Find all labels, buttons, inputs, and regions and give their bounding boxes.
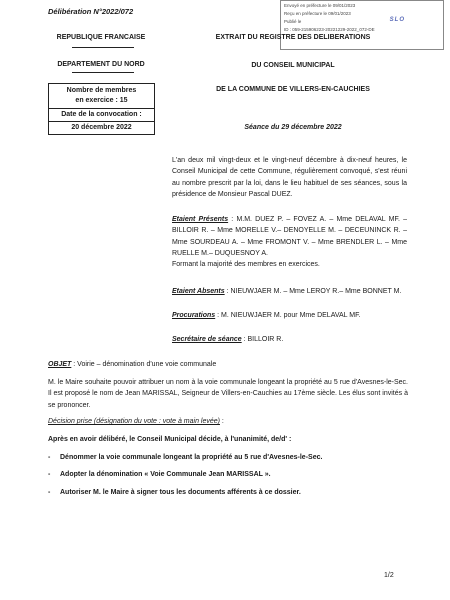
seance-date: Séance du 29 décembre 2022 xyxy=(244,124,342,131)
presents-label: Etaient Présents xyxy=(172,216,229,223)
members-info-box xyxy=(48,83,155,135)
maire-paragraph: M. le Maire souhaite pouvoir attribuer un nom à la voie communale longeant la propriété au 5 rue d'Avesnes-le-Sec. Il est proposé le nom de Jean MARISSAL, Seigneur de Villers-en-Cauchies au 17ème siècle. Les élus sont invités à se prononcer. xyxy=(48,379,408,409)
page-number: 1/2 xyxy=(384,572,394,579)
republique-label: REPUBLIQUE FRANCAISE xyxy=(56,34,146,41)
procurations-label: Procurations xyxy=(172,312,216,319)
stamp-line-id: ID : 059-215906223-20221229-2022_072-DE xyxy=(284,27,375,32)
prefecture-stamp xyxy=(280,0,444,50)
absents-list: : NIEUWJAER M. – Mme LEROY R.– Mme BONNET M. xyxy=(224,288,402,295)
secretaire-name: : BILLOIR R. xyxy=(241,336,284,343)
absents-label: Etaient Absents xyxy=(172,288,225,295)
absents-paragraph xyxy=(172,286,407,297)
decision-item-1: - Dénommer la voie communale longeant la propriété au 5 rue d'Avesnes-le-Sec. xyxy=(60,454,410,461)
stamp-line-publie: Publié le xyxy=(284,19,302,24)
presents-list: : M.M. DUEZ P. – FOVEZ A. – Mme DELAVAL MF. – BILLOIR R. – Mme MORELLE V.– DENOYELLE M. – DECEUNINCK R. – Mme SOURDEAU A. – Mme FROMONT V. – Mme BRENDLER L. – Mme RUELLE M.– DUQUESNOY A. xyxy=(172,216,407,257)
procurations-list: : M. NIEUWJAER M. pour Mme DELAVAL MF. xyxy=(215,312,361,319)
decision-colon: : xyxy=(219,418,224,425)
secretaire-label: Secrétaire de séance xyxy=(172,336,242,343)
procurations-paragraph xyxy=(172,310,407,321)
secretaire-paragraph xyxy=(172,334,407,345)
members-count-value: en exercice : 15 xyxy=(75,97,128,104)
title-conseil: DU CONSEIL MUNICIPAL xyxy=(251,62,335,69)
objet-text: : Voirie – dénomination d'une voie communale xyxy=(71,361,217,368)
decision-label: Décision prise (désignation du vote : vote à main levée) xyxy=(48,418,220,425)
stamp-line-recu: Reçu en préfecture le 09/01/2023 xyxy=(284,11,351,16)
title-commune: DE LA COMMUNE DE VILLERS-EN-CAUCHIES xyxy=(216,86,370,93)
box-divider xyxy=(49,108,154,109)
divider-line xyxy=(72,72,134,73)
decision-line xyxy=(48,418,408,425)
stamp-line-envoye: Envoyé en préfecture le 09/01/2023 xyxy=(284,3,356,8)
deliberation-number: Délibération N°2022/072 xyxy=(48,7,134,16)
objet-line xyxy=(48,361,408,368)
convocation-label: Date de la convocation : xyxy=(61,111,142,118)
intro-paragraph: L'an deux mil vingt-deux et le vingt-neuf décembre à dix-neuf heures, le Conseil Municipal de cette Commune, régulièrement convoqué, s'est réuni au nombre prescrit par la loi, dans le lieu habituel de ses séances, sous la présidence de Monsieur Pascal DUEZ. xyxy=(172,157,407,198)
departement-label: DEPARTEMENT DU NORD xyxy=(57,61,145,68)
box-divider xyxy=(49,121,154,122)
decision-item-2: - Adopter la dénomination « Voie Communale Jean MARISSAL ». xyxy=(60,471,410,478)
objet-label: OBJET xyxy=(48,361,72,368)
divider-line xyxy=(72,47,134,48)
convocation-date: 20 décembre 2022 xyxy=(71,124,132,131)
deliberation-statement: Après en avoir délibéré, le Conseil Municipal décide, à l'unanimité, de/d' : xyxy=(48,436,292,443)
members-count-label: Nombre de membres xyxy=(66,87,137,94)
presents-paragraph xyxy=(172,214,407,259)
decision-item-3: - Autoriser M. le Maire à signer tous les documents afférents à ce dossier. xyxy=(60,489,410,496)
stamp-logo: SLO xyxy=(389,17,405,23)
majorite-text: Formant la majorité des membres en exercices. xyxy=(172,261,320,268)
title-extrait: EXTRAIT DU REGISTRE DES DELIBERATIONS xyxy=(215,34,371,41)
